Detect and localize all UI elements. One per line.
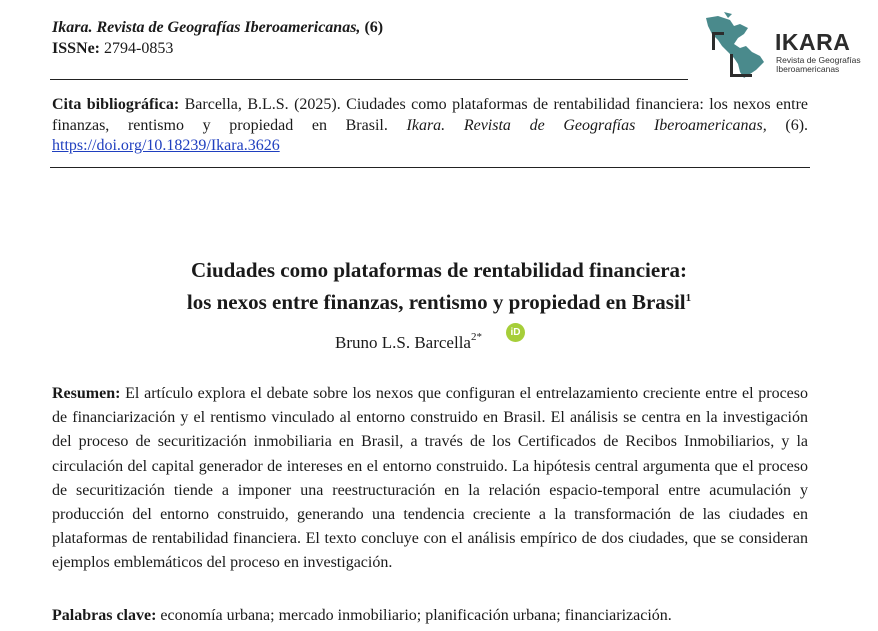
- article-title-line1: Ciudades como plataformas de rentabilidad financiera:: [190, 258, 688, 282]
- keywords-text: economía urbana; mercado inmobiliario; planificación urbana; financiarización.: [160, 607, 672, 624]
- article-title-text: los nexos entre finanzas, rentismo y propiedad en Brasil: [186, 290, 686, 314]
- author-footnote-mark: 2*: [470, 331, 482, 343]
- citation-text: Barcella, B.L.S. (2025). Ciudades como plataformas de rentabilidad financiera: los nexos entre finanzas, rentismo y propiedad en Brasil.: [52, 96, 809, 134]
- header-divider: [50, 79, 688, 80]
- orcid-icon[interactable]: iD: [506, 323, 525, 342]
- issn-label: ISSNe:: [52, 40, 101, 57]
- citation-divider: [50, 167, 810, 168]
- doi-link[interactable]: https://doi.org/10.18239/Ikara.3626: [52, 137, 280, 154]
- abstract: [52, 382, 808, 576]
- logo-wordmark: IKARA: [775, 29, 851, 55]
- title-footnote-mark: 1: [685, 292, 692, 304]
- issn-line: [52, 39, 173, 59]
- author-name: Bruno L.S. Barcella: [335, 333, 471, 352]
- citation-block: [52, 95, 808, 157]
- author-line: [335, 326, 482, 354]
- article-title-line2: [0, 284, 878, 316]
- abstract-label: Resumen:: [52, 385, 121, 402]
- citation-label: Cita bibliográfica:: [52, 96, 180, 113]
- citation-issue: (6).: [785, 116, 809, 134]
- keywords: [52, 606, 812, 626]
- logo-subtitle-line2: Iberoamericanas: [776, 64, 840, 74]
- issn-value: 2794-0853: [104, 40, 174, 57]
- keywords-label: Palabras clave:: [52, 607, 157, 624]
- journal-header: [52, 18, 383, 38]
- logo-subtitle: [776, 56, 866, 74]
- journal-issue: (6): [364, 19, 384, 36]
- logo-subtitle-line1: Revista de Geografías: [776, 55, 861, 65]
- citation-journal: Ikara. Revista de Geografías Iberoamericanas,: [406, 116, 767, 134]
- journal-name: Ikara. Revista de Geografías Iberoamericanas,: [52, 19, 361, 36]
- abstract-text: El artículo explora el debate sobre los nexos que configuran el entrelazamiento creciente entre el proceso de financiarización y el rentismo vinculado al entorno construido en Brasil. El análisis se centra en la investigación del proceso de securitización inmobiliaria en Brasil, a través de los Certificados de Recibos Inmobiliarios, y la circulación del capital generador de intereses en el entorno construido. La hipótesis central argumenta que el proceso de securitización tiende a imponer una reestructuración en la relación espacio-temporal entre acumulación y producción del entorno construido, generando una tendencia creciente a la transformación de las ciudades en plataformas de rentabilidad financiera. El texto concluye con el análisis empírico de dos ciudades, que se consideran ejemplos emblemáticos del proceso en investigación.: [52, 385, 809, 572]
